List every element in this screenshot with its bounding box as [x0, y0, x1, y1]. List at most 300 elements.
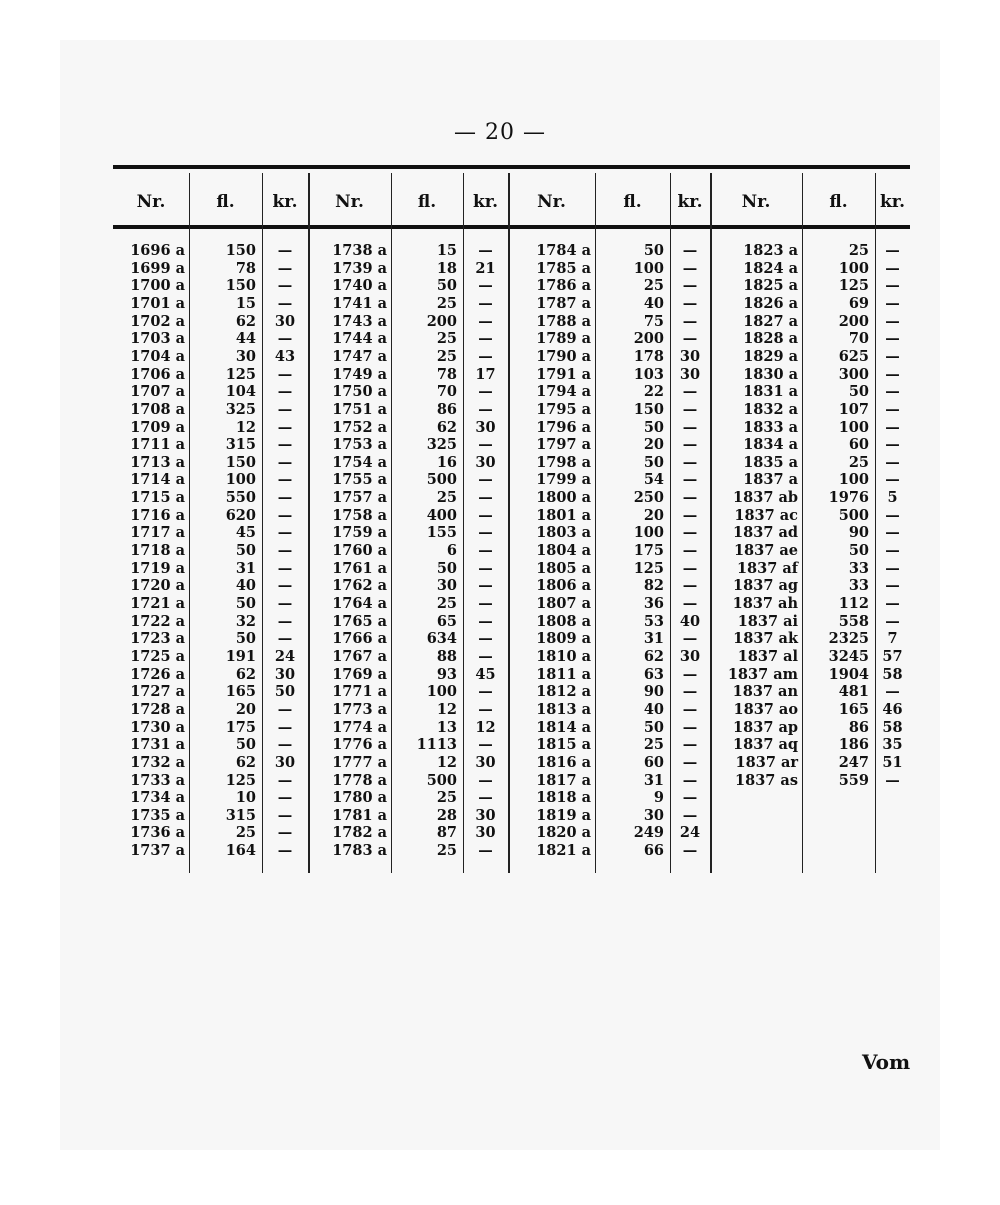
- cell-nr: 1749 a: [332, 365, 387, 383]
- cell-nr: 1830 a: [743, 365, 798, 383]
- cell-fl: 247: [838, 753, 869, 771]
- cell-kr: 30: [679, 347, 701, 365]
- cell-fl: 88: [436, 647, 457, 665]
- cell-fl: 125: [225, 771, 256, 789]
- cell-nr: 1700 a: [130, 277, 185, 295]
- cell-kr: 30: [475, 753, 496, 771]
- cell-nr: 1837 a: [743, 471, 798, 489]
- cell-fl: 9: [653, 789, 664, 807]
- cell-kr: —: [682, 700, 698, 718]
- cell-kr: —: [682, 471, 698, 489]
- cell-fl: 481: [838, 683, 869, 701]
- cell-kr: —: [682, 277, 698, 295]
- group-rule: [308, 173, 310, 873]
- cell-fl: 500: [838, 506, 869, 524]
- cell-fl: 550: [225, 489, 256, 507]
- cell-nr: 1837 ab: [733, 489, 798, 507]
- cell-fl: 100: [633, 524, 664, 542]
- cell-kr: —: [478, 612, 493, 630]
- cell-nr: 1731 a: [130, 736, 185, 754]
- cell-nr: 1771 a: [332, 683, 387, 701]
- cell-kr: —: [682, 453, 698, 471]
- cell-nr: 1817 a: [536, 771, 591, 789]
- cell-nr: 1773 a: [332, 700, 387, 718]
- header-kr: kr.: [272, 192, 298, 212]
- cell-nr: 1837 ai: [737, 612, 798, 630]
- cell-kr: —: [478, 294, 493, 312]
- cell-kr: 46: [882, 700, 903, 718]
- cell-nr: 1815 a: [536, 736, 591, 754]
- cell-nr: 1706 a: [130, 365, 185, 383]
- cell-kr: —: [277, 612, 293, 630]
- cell-kr: —: [478, 471, 493, 489]
- cell-nr: 1801 a: [536, 506, 591, 524]
- cell-kr: —: [478, 559, 493, 577]
- cell-kr: —: [478, 524, 493, 542]
- cell-nr: 1725 a: [130, 647, 185, 665]
- cell-kr: 57: [882, 647, 903, 665]
- cell-kr: —: [478, 647, 493, 665]
- cell-nr: 1758 a: [332, 506, 387, 524]
- cell-fl: 315: [225, 436, 256, 454]
- cell-kr: —: [682, 259, 698, 277]
- cell-kr: —: [682, 489, 698, 507]
- cell-fl: 50: [848, 383, 869, 401]
- cell-kr: 58: [882, 718, 903, 736]
- cell-fl: 3245: [828, 647, 869, 665]
- cell-kr: —: [885, 242, 900, 259]
- cell-nr: 1833 a: [743, 418, 798, 436]
- cell-nr: 1752 a: [332, 418, 387, 436]
- cell-kr: —: [885, 542, 900, 560]
- cell-nr: 1704 a: [130, 347, 185, 365]
- cell-nr: 1837 ae: [733, 542, 798, 560]
- cell-fl: 500: [426, 471, 457, 489]
- cell-kr: —: [478, 542, 493, 560]
- catchword: Vom: [862, 1050, 911, 1074]
- cell-kr: 12: [475, 718, 496, 736]
- cell-fl: 325: [426, 436, 457, 454]
- cell-fl: 31: [643, 771, 664, 789]
- cell-fl: 25: [436, 347, 457, 365]
- cell-fl: 50: [235, 542, 256, 560]
- cell-nr: 1755 a: [332, 471, 387, 489]
- cell-kr: —: [277, 771, 293, 789]
- cell-fl: 200: [633, 330, 664, 348]
- cell-fl: 50: [235, 595, 256, 612]
- cell-kr: —: [885, 577, 900, 595]
- cell-kr: 43: [274, 347, 296, 365]
- cell-kr: —: [277, 436, 293, 454]
- cell-kr: —: [885, 524, 900, 542]
- cell-kr: —: [478, 242, 493, 259]
- cell-nr: 1824 a: [743, 259, 798, 277]
- cell-fl: 40: [643, 294, 664, 312]
- cell-fl: 31: [235, 559, 256, 577]
- cell-fl: 558: [838, 612, 869, 630]
- cell-kr: —: [885, 471, 900, 489]
- cell-kr: 30: [679, 647, 701, 665]
- cell-fl: 25: [436, 489, 457, 507]
- cell-nr: 1737 a: [130, 842, 185, 860]
- cell-fl: 44: [235, 330, 256, 348]
- cell-fl: 90: [643, 683, 664, 701]
- cell-kr: —: [885, 436, 900, 454]
- cell-nr: 1820 a: [536, 824, 591, 842]
- cell-nr: 1811 a: [536, 665, 591, 683]
- cell-fl: 62: [235, 753, 256, 771]
- cell-nr: 1837 ah: [732, 595, 798, 612]
- cell-fl: 75: [643, 312, 664, 330]
- cell-fl: 70: [848, 330, 869, 348]
- header-fl: fl.: [417, 192, 437, 212]
- cell-kr: —: [277, 806, 293, 824]
- cell-fl: 45: [235, 524, 256, 542]
- cell-fl: 15: [436, 242, 457, 259]
- cell-fl: 625: [838, 347, 869, 365]
- cell-nr: 1736 a: [130, 824, 185, 842]
- cell-nr: 1806 a: [536, 577, 591, 595]
- cell-nr: 1744 a: [332, 330, 387, 348]
- cell-fl: 25: [848, 453, 869, 471]
- cell-nr: 1715 a: [130, 489, 185, 507]
- cell-fl: 25: [436, 595, 457, 612]
- cell-kr: 30: [274, 753, 296, 771]
- cell-nr: 1832 a: [743, 400, 798, 418]
- cell-nr: 1730 a: [130, 718, 185, 736]
- cell-kr: —: [478, 400, 493, 418]
- cell-fl: 1113: [416, 736, 457, 754]
- cell-kr: —: [277, 383, 293, 401]
- cell-kr: —: [277, 718, 293, 736]
- cell-fl: 20: [235, 700, 256, 718]
- cell-kr: —: [277, 242, 293, 259]
- cell-kr: —: [885, 771, 900, 789]
- cell-kr: —: [277, 489, 293, 507]
- cell-nr: 1738 a: [332, 242, 387, 259]
- cell-kr: —: [885, 365, 900, 383]
- cell-nr: 1807 a: [536, 595, 591, 612]
- cell-fl: 63: [643, 665, 664, 683]
- cell-nr: 1837 as: [735, 771, 798, 789]
- cell-nr: 1767 a: [332, 647, 387, 665]
- cell-fl: 107: [838, 400, 869, 418]
- cell-fl: 103: [633, 365, 664, 383]
- cell-nr: 1798 a: [536, 453, 591, 471]
- cell-fl: 50: [436, 277, 457, 295]
- cell-nr: 1721 a: [130, 595, 185, 612]
- cell-fl: 62: [235, 665, 256, 683]
- cell-nr: 1837 ac: [734, 506, 798, 524]
- cell-nr: 1831 a: [743, 383, 798, 401]
- cell-nr: 1835 a: [743, 453, 798, 471]
- cell-fl: 32: [235, 612, 256, 630]
- cell-fl: 200: [838, 312, 869, 330]
- cell-kr: —: [478, 595, 493, 612]
- cell-fl: 93: [436, 665, 457, 683]
- cell-fl: 175: [633, 542, 664, 560]
- cell-kr: —: [885, 277, 900, 295]
- cell-kr: —: [478, 506, 493, 524]
- cell-fl: 60: [643, 753, 664, 771]
- cell-nr: 1781 a: [332, 806, 387, 824]
- cell-fl: 78: [235, 259, 256, 277]
- cell-kr: —: [277, 559, 293, 577]
- cell-nr: 1764 a: [332, 595, 387, 612]
- cell-nr: 1759 a: [332, 524, 387, 542]
- cell-kr: —: [277, 789, 293, 807]
- cell-fl: 112: [838, 595, 869, 612]
- cell-nr: 1699 a: [130, 259, 185, 277]
- cell-nr: 1795 a: [536, 400, 591, 418]
- cell-nr: 1761 a: [332, 559, 387, 577]
- cell-kr: —: [682, 577, 698, 595]
- cell-kr: —: [682, 436, 698, 454]
- cell-nr: 1784 a: [536, 242, 591, 259]
- cell-kr: —: [885, 312, 900, 330]
- cell-nr: 1762 a: [332, 577, 387, 595]
- cell-kr: —: [885, 683, 900, 701]
- cell-fl: 155: [426, 524, 457, 542]
- cell-kr: —: [277, 330, 293, 348]
- cell-kr: —: [277, 577, 293, 595]
- cell-nr: 1819 a: [536, 806, 591, 824]
- cell-kr: —: [682, 559, 698, 577]
- cell-kr: —: [682, 418, 698, 436]
- cell-kr: —: [682, 524, 698, 542]
- cell-nr: 1810 a: [536, 647, 591, 665]
- cell-kr: —: [885, 383, 900, 401]
- cell-fl: 634: [426, 630, 457, 648]
- cell-kr: —: [682, 718, 698, 736]
- cell-kr: —: [478, 842, 493, 860]
- cell-fl: 125: [225, 365, 256, 383]
- cell-fl: 164: [225, 842, 256, 860]
- cell-kr: —: [478, 312, 493, 330]
- cell-nr: 1711 a: [130, 436, 185, 454]
- cell-kr: —: [682, 842, 698, 860]
- cell-nr: 1814 a: [536, 718, 591, 736]
- cell-kr: —: [277, 736, 293, 754]
- cell-nr: 1837 am: [727, 665, 798, 683]
- cell-fl: 178: [633, 347, 664, 365]
- cell-fl: 50: [643, 453, 664, 471]
- cell-kr: —: [682, 506, 698, 524]
- cell-kr: —: [682, 595, 698, 612]
- cell-kr: —: [682, 771, 698, 789]
- cell-nr: 1828 a: [743, 330, 798, 348]
- cell-kr: —: [277, 453, 293, 471]
- cell-kr: —: [277, 400, 293, 418]
- cell-nr: 1805 a: [536, 559, 591, 577]
- cell-nr: 1797 a: [536, 436, 591, 454]
- cell-nr: 1816 a: [536, 753, 591, 771]
- cell-kr: —: [885, 294, 900, 312]
- cell-fl: 25: [235, 824, 256, 842]
- cell-kr: —: [682, 753, 698, 771]
- cell-fl: 90: [848, 524, 869, 542]
- cell-fl: 100: [225, 471, 256, 489]
- cell-nr: 1723 a: [130, 630, 185, 648]
- cell-fl: 40: [643, 700, 664, 718]
- cell-kr: —: [682, 242, 698, 259]
- cell-kr: —: [682, 665, 698, 683]
- cell-kr: 17: [475, 365, 496, 383]
- cell-fl: 50: [643, 718, 664, 736]
- cell-kr: —: [277, 418, 293, 436]
- cell-nr: 1722 a: [130, 612, 185, 630]
- cell-kr: —: [885, 453, 900, 471]
- cell-kr: —: [277, 595, 293, 612]
- column-rule: [802, 173, 803, 873]
- cell-fl: 82: [643, 577, 664, 595]
- cell-nr: 1799 a: [536, 471, 591, 489]
- cell-fl: 20: [643, 506, 664, 524]
- cell-kr: —: [277, 277, 293, 295]
- header-nr: Nr.: [741, 192, 771, 212]
- cell-fl: 50: [235, 736, 256, 754]
- cell-nr: 1754 a: [332, 453, 387, 471]
- cell-fl: 69: [848, 294, 869, 312]
- cell-nr: 1743 a: [332, 312, 387, 330]
- cell-kr: —: [682, 330, 698, 348]
- cell-nr: 1707 a: [130, 383, 185, 401]
- cell-nr: 1728 a: [130, 700, 185, 718]
- header-fl: fl.: [829, 192, 848, 212]
- cell-nr: 1714 a: [130, 471, 185, 489]
- cell-kr: 24: [679, 824, 701, 842]
- cell-fl: 100: [633, 259, 664, 277]
- cell-kr: 30: [679, 365, 701, 383]
- cell-fl: 31: [643, 630, 664, 648]
- cell-fl: 100: [838, 471, 869, 489]
- cell-fl: 50: [643, 418, 664, 436]
- ledger-table: [113, 165, 910, 870]
- cell-fl: 36: [643, 595, 664, 612]
- cell-nr: 1776 a: [332, 736, 387, 754]
- cell-fl: 12: [235, 418, 256, 436]
- cell-nr: 1747 a: [332, 347, 387, 365]
- cell-fl: 86: [848, 718, 869, 736]
- cell-kr: 30: [274, 665, 296, 683]
- cell-fl: 500: [426, 771, 457, 789]
- cell-kr: —: [478, 383, 493, 401]
- cell-fl: 165: [225, 683, 256, 701]
- cell-nr: 1777 a: [332, 753, 387, 771]
- cell-fl: 33: [848, 559, 869, 577]
- cell-nr: 1837 aq: [733, 736, 798, 754]
- cell-fl: 60: [848, 436, 869, 454]
- cell-fl: 325: [225, 400, 256, 418]
- cell-nr: 1733 a: [130, 771, 185, 789]
- cell-nr: 1834 a: [743, 436, 798, 454]
- cell-kr: 7: [887, 630, 898, 648]
- cell-kr: —: [682, 789, 698, 807]
- cell-nr: 1808 a: [536, 612, 591, 630]
- cell-nr: 1794 a: [536, 383, 591, 401]
- cell-kr: —: [478, 347, 493, 365]
- cell-fl: 200: [426, 312, 457, 330]
- cell-fl: 1904: [828, 665, 869, 683]
- cell-fl: 100: [838, 259, 869, 277]
- column-rule: [391, 173, 392, 873]
- cell-kr: —: [478, 330, 493, 348]
- cell-nr: 1716 a: [130, 506, 185, 524]
- cell-fl: 315: [225, 806, 256, 824]
- cell-fl: 15: [235, 294, 256, 312]
- cell-kr: —: [478, 577, 493, 595]
- cell-fl: 25: [643, 736, 664, 754]
- header-nr: Nr.: [537, 192, 566, 212]
- cell-kr: —: [478, 630, 493, 648]
- cell-nr: 1734 a: [130, 789, 185, 807]
- cell-kr: —: [277, 524, 293, 542]
- cell-fl: 6: [446, 542, 457, 560]
- cell-kr: 21: [475, 259, 496, 277]
- cell-nr: 1751 a: [332, 400, 387, 418]
- cell-fl: 30: [643, 806, 664, 824]
- cell-kr: 35: [882, 736, 903, 754]
- cell-nr: 1703 a: [130, 330, 185, 348]
- cell-kr: —: [478, 700, 493, 718]
- cell-nr: 1813 a: [536, 700, 591, 718]
- cell-nr: 1709 a: [130, 418, 185, 436]
- cell-fl: 150: [633, 400, 664, 418]
- group-rule: [710, 173, 712, 873]
- header-kr: kr.: [879, 192, 906, 212]
- cell-kr: —: [478, 736, 493, 754]
- cell-fl: 100: [426, 683, 457, 701]
- cell-kr: —: [682, 383, 698, 401]
- cell-kr: 50: [274, 683, 296, 701]
- cell-kr: 30: [475, 824, 496, 842]
- cell-fl: 2325: [828, 630, 869, 648]
- cell-fl: 620: [225, 506, 256, 524]
- cell-fl: 65: [436, 612, 457, 630]
- cell-nr: 1837 ao: [733, 700, 798, 718]
- cell-nr: 1825 a: [743, 277, 798, 295]
- cell-fl: 53: [643, 612, 664, 630]
- cell-fl: 25: [436, 330, 457, 348]
- cell-fl: 25: [436, 294, 457, 312]
- cell-fl: 13: [436, 718, 457, 736]
- page-number: — 20 —: [454, 120, 546, 145]
- cell-nr: 1708 a: [130, 400, 185, 418]
- cell-nr: 1837 ak: [733, 630, 798, 648]
- cell-kr: 24: [274, 647, 296, 665]
- cell-kr: —: [277, 365, 293, 383]
- cell-nr: 1837 ad: [733, 524, 798, 542]
- cell-nr: 1837 af: [736, 559, 798, 577]
- cell-kr: —: [682, 400, 698, 418]
- cell-nr: 1789 a: [536, 330, 591, 348]
- cell-nr: 1823 a: [743, 242, 798, 259]
- cell-kr: —: [682, 736, 698, 754]
- cell-fl: 40: [235, 577, 256, 595]
- cell-nr: 1778 a: [332, 771, 387, 789]
- cell-fl: 175: [225, 718, 256, 736]
- cell-nr: 1837 ag: [733, 577, 798, 595]
- header-nr: Nr.: [136, 192, 166, 212]
- cell-nr: 1818 a: [536, 789, 591, 807]
- cell-nr: 1791 a: [536, 365, 591, 383]
- cell-fl: 25: [436, 842, 457, 860]
- cell-nr: 1788 a: [536, 312, 591, 330]
- cell-kr: —: [478, 489, 493, 507]
- cell-fl: 1976: [828, 489, 869, 507]
- cell-kr: —: [682, 294, 698, 312]
- cell-kr: —: [682, 630, 698, 648]
